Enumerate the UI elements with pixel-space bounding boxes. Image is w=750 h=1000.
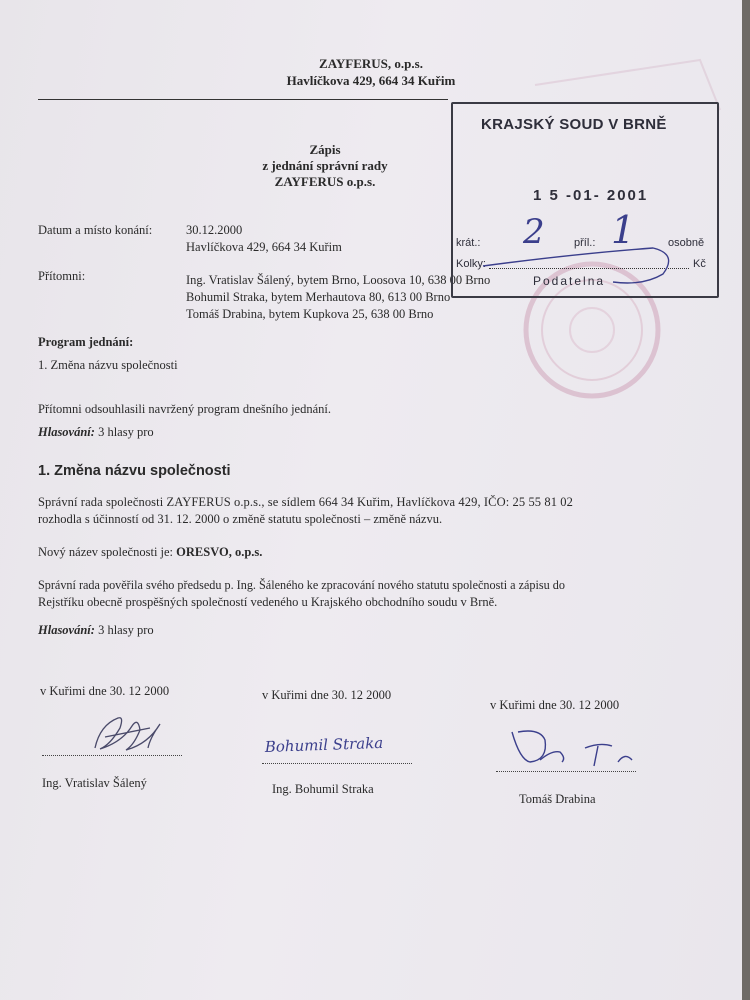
stamp-kolky-label: Kolky: <box>456 258 486 270</box>
signature-place-date: v Kuřimi dne 30. 12 2000 <box>490 698 620 712</box>
stamp-krat-label: krát.: <box>456 237 481 249</box>
present-member: Bohumil Straka, bytem Merhautova 80, 613 00 Brno <box>186 290 451 304</box>
date-value: 30.12.2000 <box>186 223 243 237</box>
company-address: Havlíčkova 429, 664 34 Kuřim <box>286 73 456 88</box>
date-label: Datum a místo konání: <box>38 223 153 237</box>
new-name-label: Nový název společnosti je: <box>38 545 174 559</box>
signature-place-date: v Kuřimi dne 30. 12 2000 <box>262 688 392 702</box>
vote-value: 3 hlasy pro <box>98 425 154 439</box>
present-member: Tomáš Drabina, bytem Kupkova 25, 638 00 Brno <box>186 307 434 321</box>
stamp-krat-value: 2 <box>523 212 545 252</box>
stamp-kc: Kč <box>693 258 706 270</box>
vote-value: 3 hlasy pro <box>98 623 154 637</box>
program-item: 1. Změna názvu společnosti <box>38 358 178 372</box>
program-agreed: Přítomni odsouhlasili navržený program dnešního jednání. <box>38 402 332 416</box>
stamp-court-name: KRAJSKÝ SOUD V BRNĚ <box>481 116 667 133</box>
section-paragraph: rozhodla s účinností od 31. 12. 2000 o změně statutu společnosti – změně názvu. <box>38 512 443 526</box>
doc-title: Zápis <box>309 142 341 157</box>
signature-drabina-icon <box>512 731 632 766</box>
section-paragraph: Rejstříku obecně prospěšných společností vedeného u Krajského obchodního soudu v Brně. <box>38 595 498 609</box>
stamp-osobne: osobně <box>668 237 705 249</box>
place-value: Havlíčkova 429, 664 34 Kuřim <box>186 240 342 254</box>
present-member: Ing. Vratislav Šálený, bytem Brno, Loosova 10, 638 00 Brno <box>186 273 491 287</box>
section-paragraph: Správní rada pověřila svého předsedu p. Ing. Šáleného ke zpracování nového statutu společnosti a zápisu do <box>38 578 565 592</box>
stamp-podatelna: Podatelna <box>533 274 606 288</box>
signature-straka-icon: Bohumil Straka <box>264 733 384 756</box>
doc-subtitle-company: ZAYFERUS o.p.s. <box>274 174 376 189</box>
section-paragraph: Správní rada společnosti ZAYFERUS o.p.s., se sídlem 664 34 Kuřim, Havlíčkova 429, IČO: 25 55 81 02 <box>38 495 573 509</box>
program-heading: Program jednání: <box>38 335 134 349</box>
section-heading: 1. Změna názvu společnosti <box>38 463 231 479</box>
stamp-pril-value: 1 <box>611 208 636 252</box>
signatory-name: Ing. Vratislav Šálený <box>42 776 147 790</box>
signatory-name: Tomáš Drabina <box>519 792 596 806</box>
page-edge <box>742 0 750 1000</box>
vote-label: Hlasování: <box>38 425 95 439</box>
stamp-date: 1 5 -01- 2001 <box>533 187 649 204</box>
doc-subtitle: z jednání správní rady <box>262 158 388 173</box>
pen-stroke-icon <box>453 104 717 296</box>
signatory-name: Ing. Bohumil Straka <box>272 782 374 796</box>
vote-label: Hlasování: <box>38 623 95 637</box>
signature-place-date: v Kuřimi dne 30. 12 2000 <box>40 684 170 698</box>
present-label: Přítomni: <box>38 269 86 283</box>
new-name-value: ORESVO, o.p.s. <box>176 545 263 559</box>
signature-salený-icon <box>95 718 160 750</box>
company-name: ZAYFERUS, o.p.s. <box>319 56 423 71</box>
court-receipt-stamp <box>451 102 719 298</box>
stamp-pril-label: příl.: <box>574 237 596 249</box>
